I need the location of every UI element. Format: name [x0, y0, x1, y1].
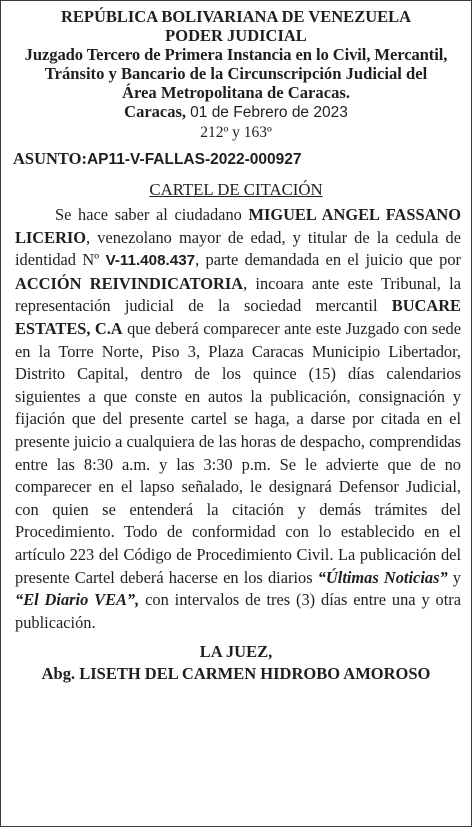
case-subject [13, 149, 463, 170]
case-number: AP11-V-FALLAS-2022-000927 [86, 151, 302, 168]
plaintiff-company: BUCARE ESTATES, C.A [15, 296, 461, 338]
header-court-line1: Juzgado Tercero de Primera Instancia en lo Civil, Mercantil, [24, 45, 448, 64]
case-subject-label: ASUNTO: [13, 149, 87, 168]
judge-name: Abg. LISETH DEL CARMEN HIDROBO AMOROSO [41, 664, 431, 684]
notice-body [15, 204, 461, 634]
years-line: 212º y 163º [200, 124, 272, 141]
notice-title-text: CARTEL DE CITACIÓN [149, 180, 323, 199]
body-text-7: con intervalos de tres (3) días entre una y otra publicación. [15, 590, 461, 632]
dateline [9, 102, 463, 122]
action-type: ACCIÓN REIVINDICATORIA [15, 273, 244, 293]
header-court-line2: Tránsito y Bancario de la Circunscripción Judicial del [44, 64, 428, 83]
header-court-line3: Área Metropolitana de Caracas. [122, 83, 350, 102]
signature-block [9, 640, 463, 684]
body-text-3: , parte demandada en el juicio que por [195, 250, 461, 270]
defendant-name: MIGUEL ANGEL FASSANO LICERIO [15, 205, 461, 247]
court-header [9, 7, 463, 102]
notice-title [9, 180, 463, 200]
header-branch: PODER JUDICIAL [165, 26, 307, 45]
dateline-date: 01 de Febrero de 2023 [190, 104, 348, 121]
body-text-2: , venezolano mayor de edad, y titular de la cedula de identidad Nº [15, 227, 461, 270]
dateline-city: Caracas, [124, 102, 187, 121]
newspaper-1: “Últimas Noticias” [317, 567, 448, 587]
header-country: REPÚBLICA BOLIVARIANA DE VENEZUELA [60, 7, 412, 26]
body-text-4: , incoara ante este Tribunal, la representación judicial de la sociedad mercantil [15, 273, 461, 316]
judge-role: LA JUEZ, [199, 642, 273, 662]
body-text-1: Se hace saber al ciudadano [55, 205, 249, 224]
defendant-id: V-11.408.437 [105, 252, 196, 270]
body-text-6: y [447, 567, 461, 587]
body-text-5: que deberá comparecer ante este Juzgado con sede en la Torre Norte, Piso 3, Plaza Caracas Municipio Libertador, Distrito Capital, dentro de los quince (15) días calendarios siguientes a que conste en autos la publicación, consignación y fijación que del presente cartel se haga, a darse por citada en el presente juicio a cualquiera de las horas de despacho, comprendidas entre las 8:30 a.m. y las 3:30 p.m. Se le advierte que de no comparecer en el lapso señalado, le designará Defensor Judicial, con quien se entenderá la citación y demás trámites del Procedimiento. Todo de conformidad con lo establecido en el artículo 223 del Código de Procedimiento Civil. La publicación del presente Cartel deberá hacerse en los diarios [15, 318, 462, 587]
newspaper-2: “El Diario VEA”, [15, 590, 140, 610]
